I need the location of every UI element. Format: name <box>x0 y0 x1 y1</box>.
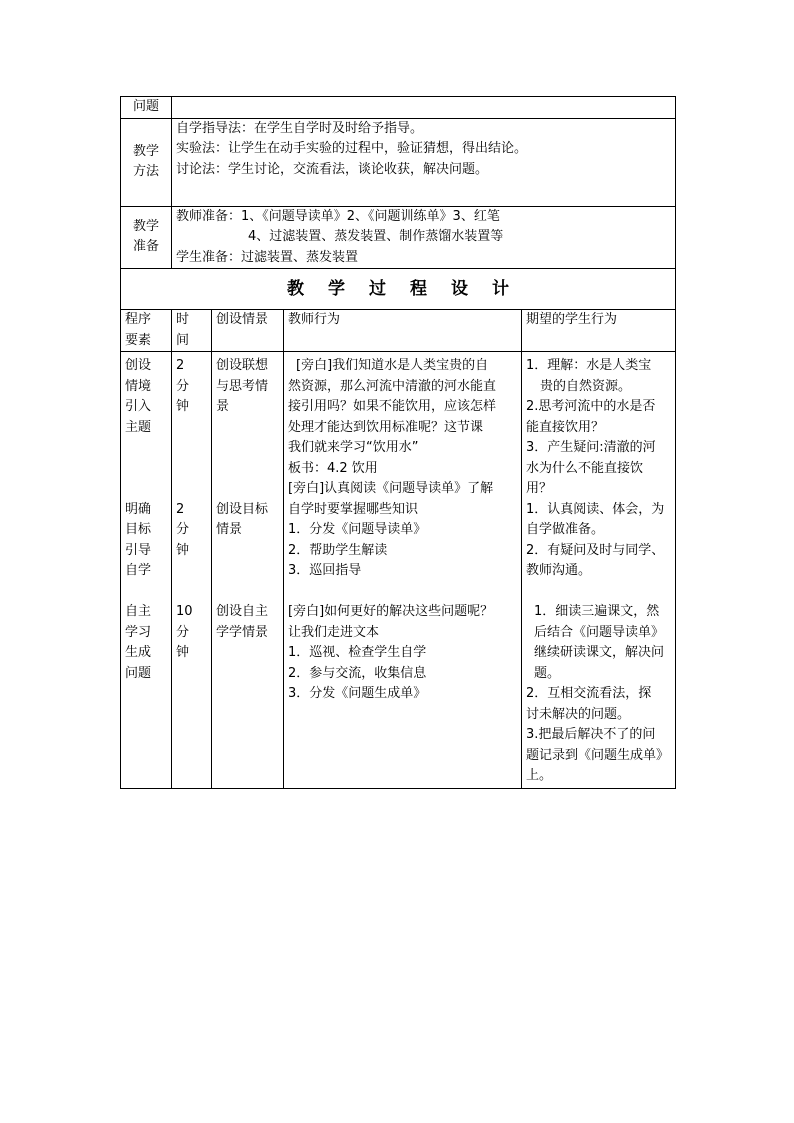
method-item: 实验法：让学生在动手实验的过程中，验证猜想，得出结论。 <box>176 141 528 156</box>
teaching-prep-label: 教学 准备 <box>121 206 172 269</box>
teaching-method-row <box>121 118 676 206</box>
teaching-method-label: 教学 方法 <box>121 118 172 206</box>
element-column: 创设 情境 引入 主题 明确 目标 引导 自学 自主 学习 生成 问题 <box>121 352 172 789</box>
lesson-plan-table <box>120 96 676 789</box>
problem-label: 问题 <box>121 97 172 119</box>
student-column: 1．理解：水是人类宝 贵的自然资源。 2.思考河流中的水是否 能直接饮用？ 3．产生疑问:清澈的河 水为什么不能直接饮 用？ 1．认真阅读、体会，为 自学做准备。 2．有疑问及时与同学、 教师沟通。 1．细读三遍课文，然 后结合《问题导读单》 继续研读课文，解决问 题。 2．互相交流看法，探 讨未解决的问题。 3.把最后解决不了的问 题记录到《问题生成单》 上。 <box>522 352 676 789</box>
scene-column: 创设联想 与思考情 景 创设目标 情景 创设自主 学学情景 <box>212 352 284 789</box>
teacher-column: [旁白]我们知道水是人类宝贵的自 然资源，那么河流中清澈的河水能直 接引用吗？如果不能饮用，应该怎样 处理才能达到饮用标准呢？这节课 我们就来学习“饮用水” 板书：4.2 饮用 [旁白]认真阅读《问题导读单》了解 自学时要掌握哪些知识 1．分发《问题导读单》 2．帮助学生解读 3．巡回指导 [旁白]如何更好的解决这些问题呢？ 让我们走进文本 1．巡视、检查学生自学 2．参与交流，收集信息 3．分发《问题生成单》 <box>284 352 522 789</box>
teacher-prep-line: 4、过滤装置、蒸发装置、制作蒸馏水装置等 <box>248 229 504 244</box>
problem-row <box>121 97 676 119</box>
problem-content <box>172 97 676 119</box>
teacher-prep-line: 教师准备：1、《问题导读单》2、《问题训练单》3、红笔 <box>176 208 500 224</box>
method-item: 自学指导法：在学生自学时及时给予指导。 <box>176 120 424 136</box>
header-student: 期望的学生行为 <box>522 310 676 352</box>
header-element: 程序 要素 <box>121 310 172 352</box>
header-teacher: 教师行为 <box>284 310 522 352</box>
method-item: 讨论法：学生讨论，交流看法，谈论收获，解决问题。 <box>176 161 489 177</box>
header-row <box>121 310 676 352</box>
process-title-row <box>121 269 676 310</box>
header-scene: 创设情景 <box>212 310 284 352</box>
lesson-plan-document <box>120 96 675 789</box>
process-body-row <box>121 352 676 789</box>
header-time: 时 间 <box>172 310 212 352</box>
student-prep-line: 学生准备：过滤装置、蒸发装置 <box>176 249 359 265</box>
time-column: 2 分 钟 2 分 钟 10 分 钟 <box>172 352 212 789</box>
process-title: 教学过程设计 <box>121 269 676 310</box>
teaching-prep-content <box>172 206 676 269</box>
teaching-prep-row <box>121 206 676 269</box>
teaching-method-content <box>172 118 676 206</box>
